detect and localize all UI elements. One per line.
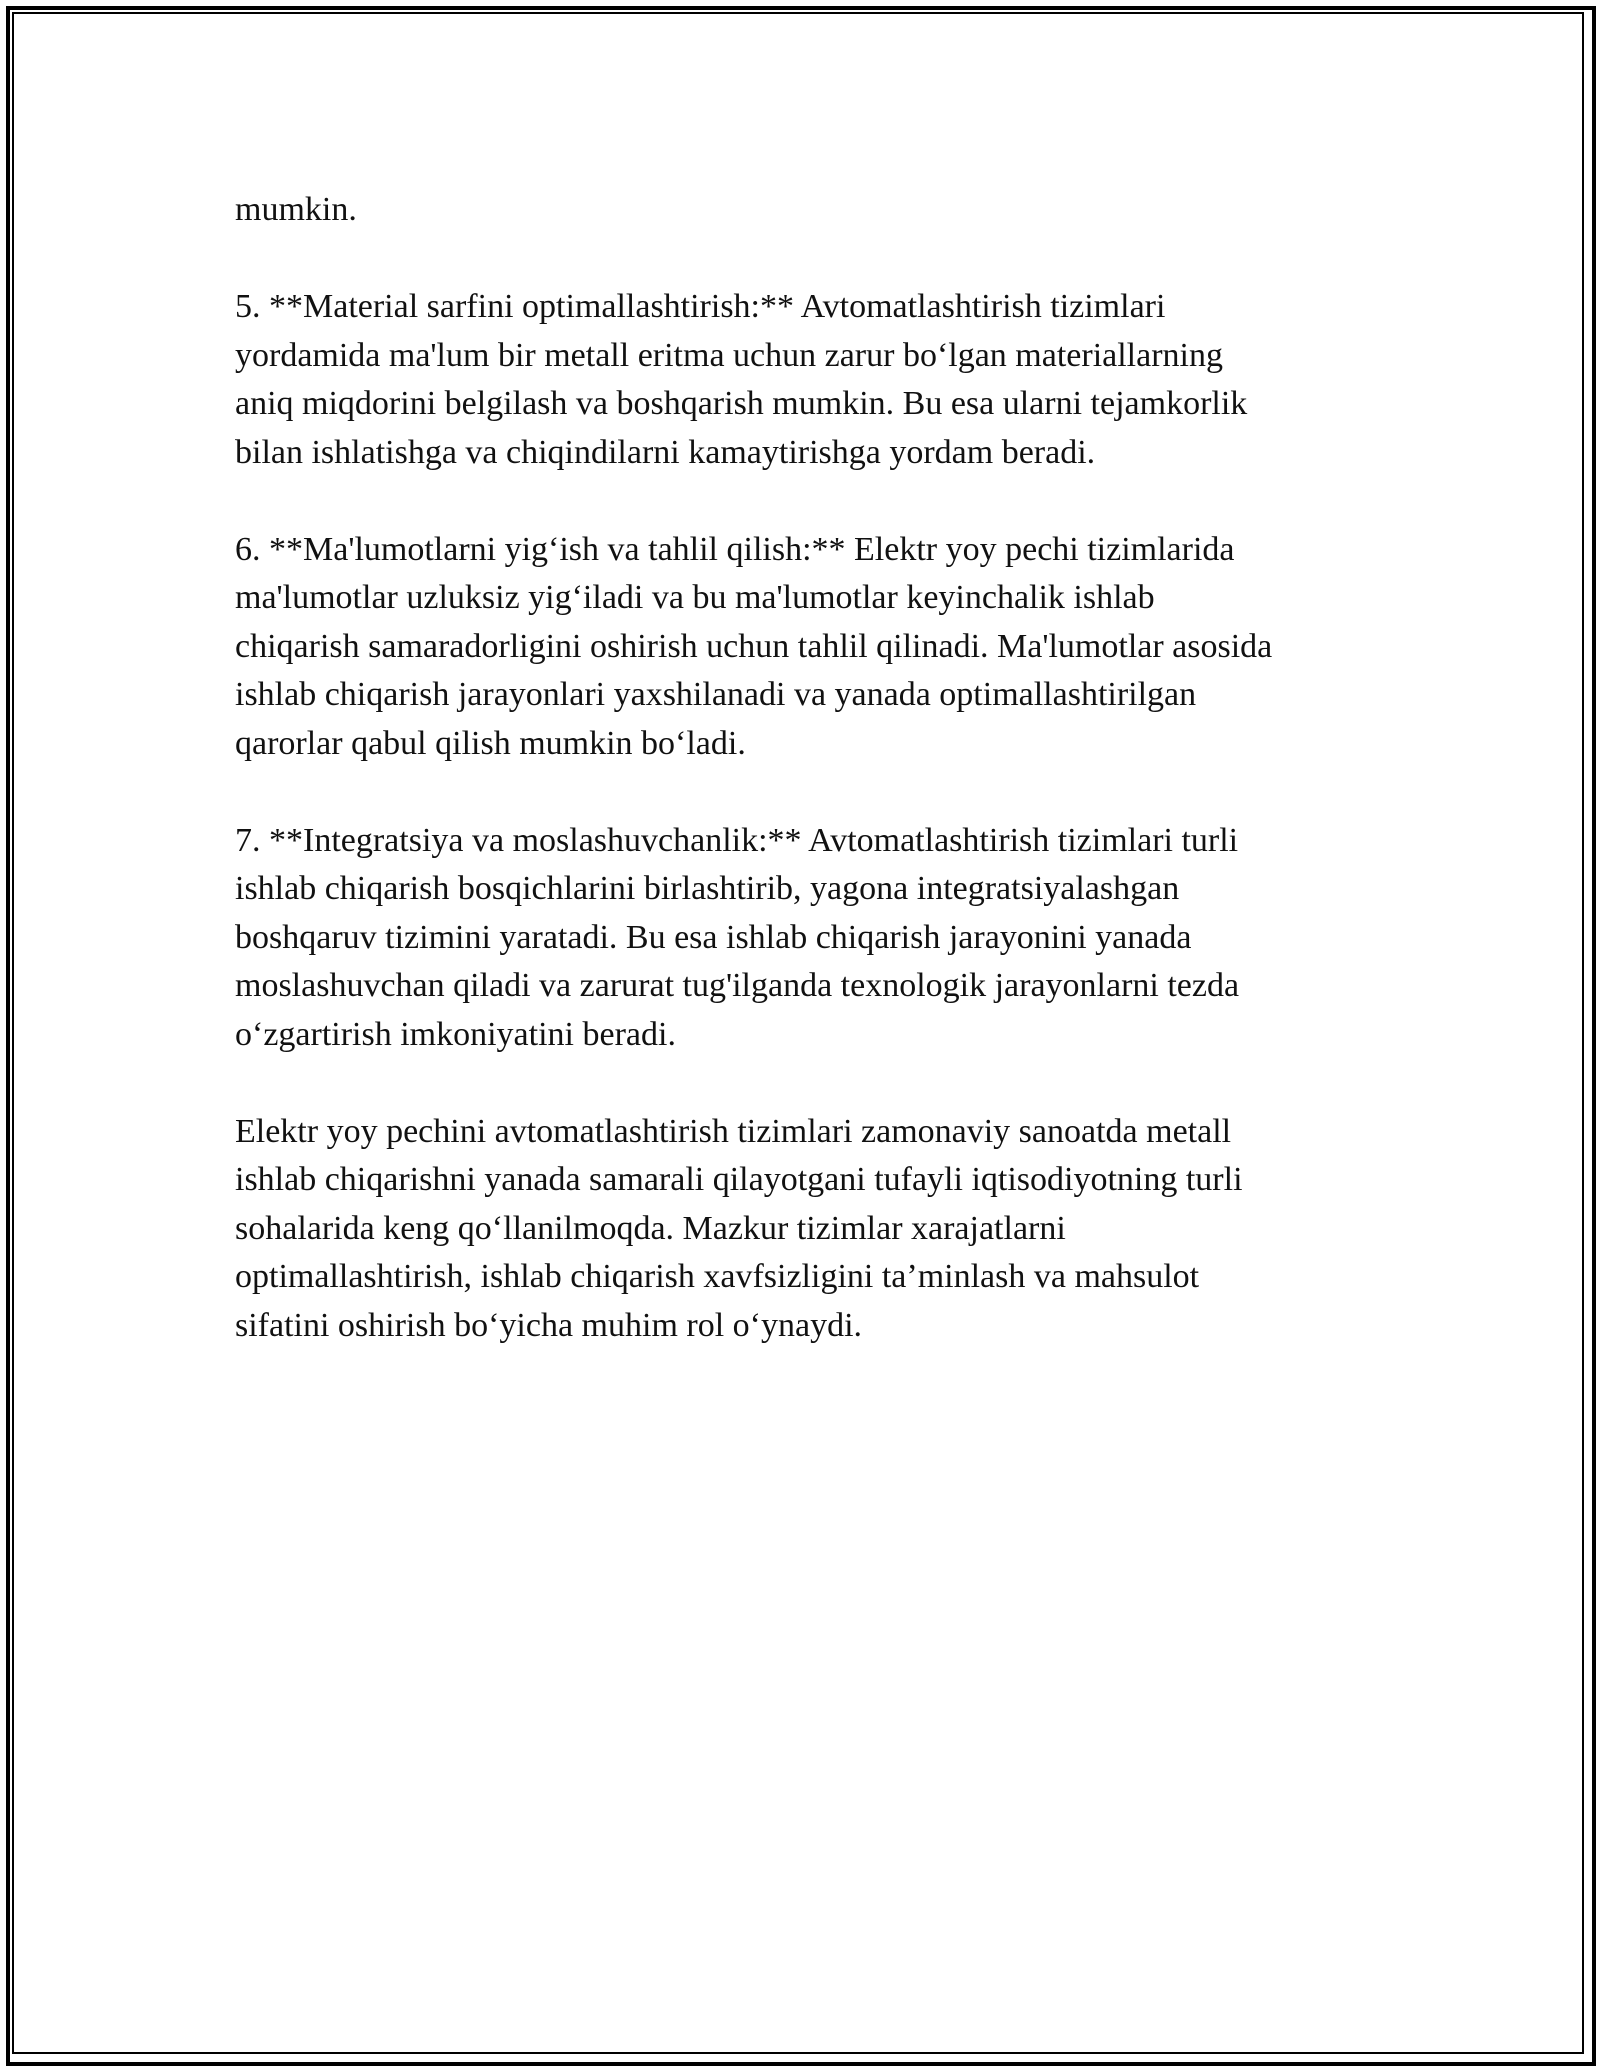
paragraph-item-7: 7. **Integratsiya va moslashuvchanlik:** Avtomatlashtirish tizimlari turli ishlab chiqarish bosqichlarini birlashtirib, yagona integratsiyalashgan boshqaruv tizimini yaratadi. Bu esa ishlab chiqarish jarayonini yanada moslashuvchan qiladi va zarurat tug'ilganda texnologik jarayonlarni tezda o‘zgartirish imkoniyatini beradi. <box>235 821 1240 1053</box>
paragraph-item-5: 5. **Material sarfini optimallashtirish:** Avtomatlashtirish tizimlari yordamida ma'lum bir metall eritma uchun zarur bo‘lgan materiallarning aniq miqdorini belgilash va boshqarish mumkin. Bu esa ularni tejamkorlik bilan ishlatishga va chiqindilarni kamaytirishga yordam beradi. <box>235 288 1248 471</box>
paragraph-conclusion: Elektr yoy pechini avtomatlashtirish tizimlari zamonaviy sanoatda metall ishlab chiqarishni yanada samarali qilayotgani tufayli iqtisodiyotning turli sohalarida keng qo‘llanilmoqda. Mazkur tizimlar xarajatlarni optimallashtirish, ishlab chiqarish xavfsizligini ta’minlash va mahsulot sifatini oshirish bo‘yicha muhim rol o‘ynaydi. <box>235 1112 1243 1344</box>
document-body <box>235 186 1415 1399</box>
paragraph-continuation: mumkin. <box>235 191 357 228</box>
paragraph-item-6: 6. **Ma'lumotlarni yig‘ish va tahlil qilish:** Elektr yoy pechi tizimlarida ma'lumotlar uzluksiz yig‘iladi va bu ma'lumotlar keyinchalik ishlab chiqarish samaradorligini oshirish uchun tahlil qilinadi. Ma'lumotlar asosida ishlab chiqarish jarayonlari yaxshilanadi va yanada optimallashtirilgan qarorlar qabul qilish mumkin bo‘ladi. <box>235 530 1273 762</box>
